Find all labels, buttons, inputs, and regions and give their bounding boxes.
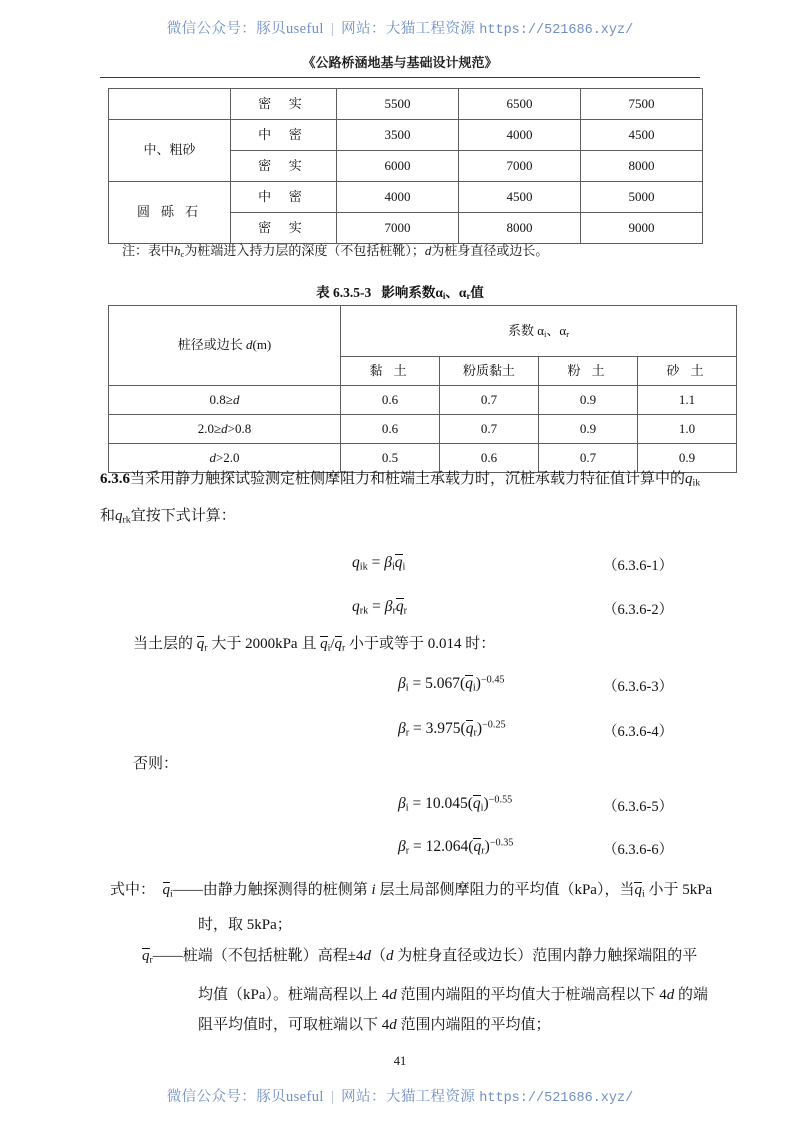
clause-line2-pre: 和 [100,508,116,524]
value-cell: 9000 [581,213,703,244]
promo-separator: | [330,1089,335,1105]
definitions-label: 式中： [110,882,156,898]
diameter-range-cell: 2.0≥d>0.8 [109,415,341,444]
coefficient-cell: 0.7 [440,386,539,415]
group-header-pre: 系数 α [507,322,544,338]
value-cell: 3500 [337,120,459,151]
value-cell: 8000 [581,151,703,182]
caption-tail: 值 [470,285,484,300]
formula-number-6-3-6-6: （6.3.6-6） [603,842,674,858]
diameter-range-cell: 0.8≥d [109,386,341,415]
promo-url[interactable]: https://521686.xyz/ [479,23,634,38]
definition-qr-line2: 均值（kPa）。桩端高程以上 4d 范围内端阻的平均值大于桩端高程以下 4d 的端 [198,987,709,1003]
soil-bearing-table [108,88,703,244]
coefficient-cell: 0.9 [539,415,638,444]
coefficient-cell: 0.9 [539,386,638,415]
table-header-row [109,306,737,357]
definition-qr-line1: $q_r——$桩端（不包括桩靴）高程±4d（d 为桩身直径或边长）范围内静力触探端阻的平 [142,948,698,966]
definition-qi-line2: 时，取 5kPa； [198,917,292,933]
formula-6-3-6-3: $\beta_i = 5.067(q_i)^{-0.45}$ [398,674,505,694]
table-row [109,89,703,120]
value-cell: 4000 [459,120,581,151]
formula-6-3-6-6: $\beta_r = 12.064(q_r)^{-0.35}$ [398,837,514,857]
note-tail: 为桩身直径或边长。 [431,243,549,258]
site-label: 网站： [341,21,386,37]
coefficient-cell: 0.6 [341,386,440,415]
density-cell: 中 密 [231,182,337,213]
caption-sub-i: i [442,291,446,302]
table-row [109,444,737,473]
coefficient-cell: 0.6 [341,415,440,444]
otherwise-line: 否则： [133,756,179,772]
formula-6-3-6-1: $q_{ik} = \beta_iq_i$ [352,554,406,573]
lead-header-var: d [245,337,253,353]
value-cell: 7000 [337,213,459,244]
formula-number-6-3-6-4: （6.3.6-4） [603,724,674,740]
formula-6-3-6-2: $q_{rk} = \beta_rq_r$ [352,598,408,617]
influence-coefficient-table [108,305,737,473]
coefficient-cell: 1.0 [638,415,737,444]
wechat-label: 微信公众号： [166,21,257,37]
caption-number: 表 6.3.5-3 [316,285,372,300]
clause-line2-post: 宜按下式计算： [130,508,236,524]
coefficient-cell: 1.1 [638,386,737,415]
promo-banner-top [0,17,800,38]
promo-banner-bottom [0,1085,800,1106]
formula-number-6-3-6-5: （6.3.6-5） [603,799,674,815]
group-header-mid: 、α [546,322,567,338]
wechat-label: 微信公众号： [166,1089,257,1105]
wechat-name: 豚贝useful [256,1089,324,1105]
soil-name-cell: 中、粗砂 [109,120,231,182]
value-cell: 8000 [459,213,581,244]
caption-sub-r: r [466,291,471,302]
value-cell: 5500 [337,89,459,120]
coefficient-cell: 0.5 [341,444,440,473]
clause-636-line1 [100,472,700,487]
lead-header-cell [109,306,341,386]
coefficient-cell: 0.7 [440,415,539,444]
value-cell: 4500 [459,182,581,213]
table-row [109,120,703,151]
symbol-qrk: $q_{rk}$ [115,508,131,526]
value-cell: 7000 [459,151,581,182]
caption-middle: 、α [445,285,467,300]
soil-name-cell: 圆 砾 石 [109,182,231,244]
clause-636-line2 [100,509,236,524]
promo-separator: | [330,21,335,37]
formula-6-3-6-5: $\beta_i = 10.045(q_i)^{-0.55}$ [398,794,513,814]
density-cell: 中 密 [231,120,337,151]
symbol-qik: $q_{ik}$ [685,471,701,489]
coefficient-cell: 0.9 [638,444,737,473]
page-number: 41 [393,1054,407,1068]
header-rule [100,77,700,78]
site-label: 网站： [341,1089,386,1105]
site-name: 大猫工程资源 [385,1089,476,1105]
coefficient-cell: 0.7 [539,444,638,473]
condition-line: 当土层的 $q_r$ 大于 2000kPa 且 $q_i/q_r$ 小于或等于 0.014 时： [133,636,496,654]
value-cell: 6000 [337,151,459,182]
definition-qr-line3: 阻平均值时，可取桩端以下 4d 范围内端阻的平均值； [198,1017,551,1033]
note-symbol-hc: $h_c$ [174,243,185,260]
note-prefix: 注：表中 [122,243,175,258]
formula-number-6-3-6-1: （6.3.6-1） [603,558,674,574]
clause-number: 6.3.6 [100,471,130,487]
note-middle: 为桩端进入持力层的深度（不包括桩靴）； [184,243,425,258]
soil-header-cell: 黏 土 [341,357,440,386]
lead-header-pre: 桩径或边长 [177,337,246,353]
soil-name-cell [109,89,231,120]
site-name: 大猫工程资源 [385,21,476,37]
running-head: 《公路桥涵地基与基础设计规范》 [302,55,498,70]
density-cell: 密 实 [231,89,337,120]
wechat-name: 豚贝useful [256,21,324,37]
promo-url[interactable]: https://521686.xyz/ [479,1091,634,1106]
density-cell: 密 实 [231,213,337,244]
diameter-range-cell: d>2.0 [109,444,341,473]
soil-header-cell: 粉 土 [539,357,638,386]
group-header-sub-i: i [544,328,547,339]
table-row [109,386,737,415]
table-caption-635-3 [0,281,800,301]
clause-line1-text: 当采用静力触探试验测定桩侧摩阻力和桩端土承载力时，沉桩承载力特征值计算中的 [130,471,686,487]
caption-text: 影响系数α [381,285,443,300]
value-cell: 4500 [581,120,703,151]
value-cell: 7500 [581,89,703,120]
formula-number-6-3-6-3: （6.3.6-3） [603,679,674,695]
value-cell: 5000 [581,182,703,213]
table-row [109,182,703,213]
value-cell: 6500 [459,89,581,120]
value-cell: 4000 [337,182,459,213]
formula-number-6-3-6-2: （6.3.6-2） [603,602,674,618]
soil-header-cell: 砂 土 [638,357,737,386]
table-row [109,415,737,444]
definition-qi-line1: 式中： $q_i——$由静力触探测得的桩侧第 i 层土局部侧摩阻力的平均值（kPa），当$q_i$ 小于 5kPa [110,882,713,900]
formula-6-3-6-4: $\beta_r = 3.975(q_r)^{-0.25}$ [398,719,506,739]
lead-header-post: (m) [252,337,272,353]
density-cell: 密 实 [231,151,337,182]
coefficient-cell: 0.6 [440,444,539,473]
note-symbol-d: d [424,243,432,258]
group-header-sub-r: r [566,328,570,339]
group-header-cell [341,306,737,357]
table-note [122,240,548,259]
soil-header-cell: 粉质黏土 [440,357,539,386]
